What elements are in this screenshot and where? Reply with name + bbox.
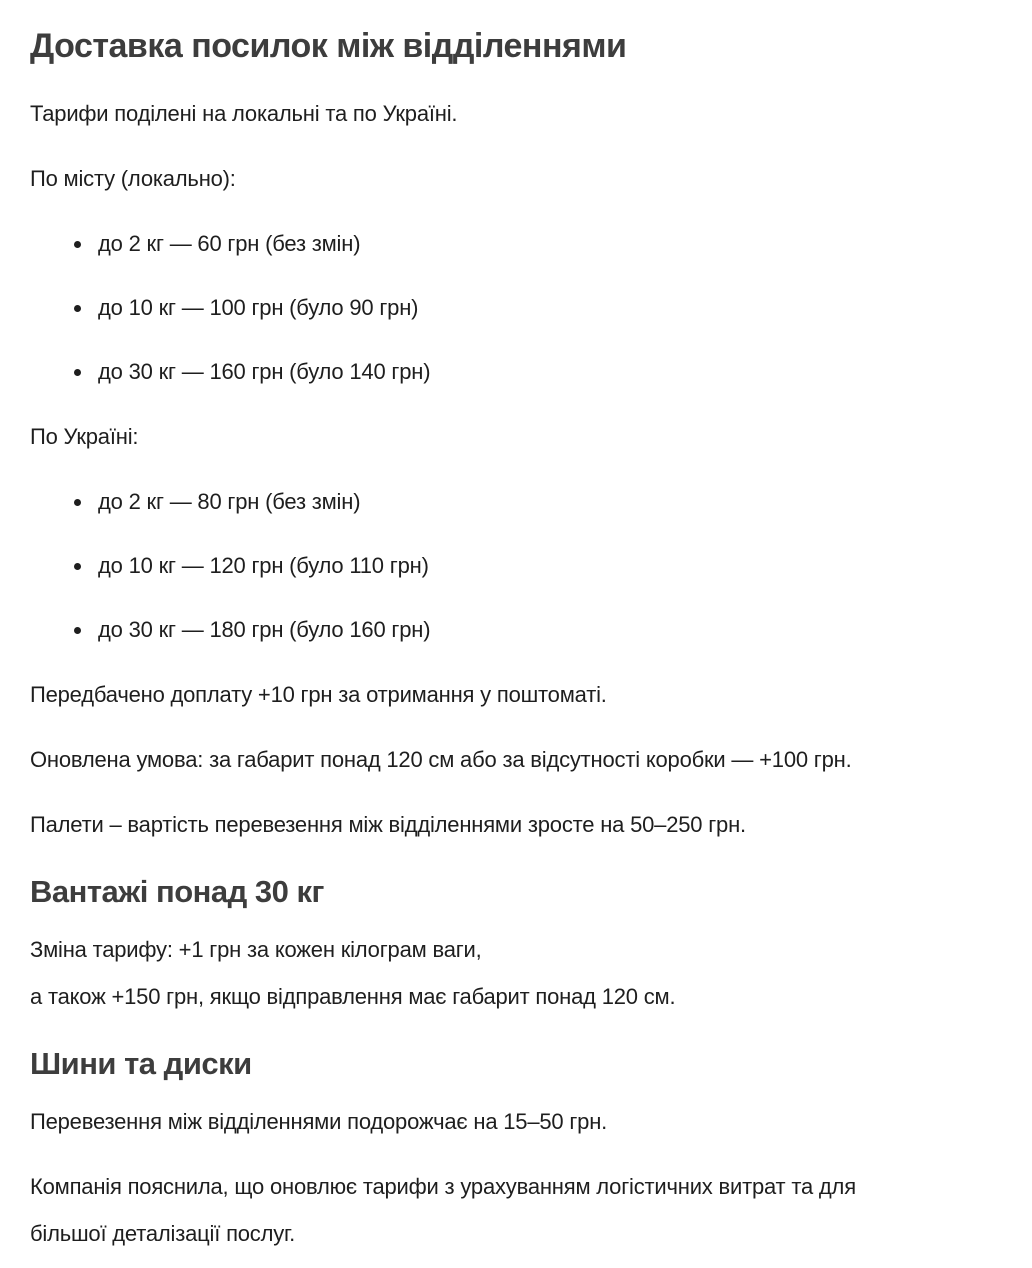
tariff-item: • до 2 кг — 60 грн (без змін) — [94, 220, 1002, 267]
heavy-cargo-paragraph — [30, 926, 1002, 1020]
page-title: Доставка посилок між відділеннями — [30, 27, 627, 65]
tariff-item: • до 30 кг — 180 грн (було 160 грн) — [94, 606, 1002, 653]
heavy-cargo-line-2: а також +150 грн, якщо відправлення має габарит понад 120 см. — [30, 984, 676, 1009]
tariff-item: • до 2 кг — 80 грн (без змін) — [94, 478, 1002, 525]
tariff-item: • до 30 кг — 160 грн (було 140 грн) — [94, 348, 1002, 395]
section-title-tires-discs: Шини та диски — [30, 1046, 252, 1081]
company-explanation-line-1: Компанія пояснила, що оновлює тарифи з урахуванням логістичних витрат та для — [30, 1174, 856, 1199]
tariff-item: • до 10 кг — 100 грн (було 90 грн) — [94, 284, 1002, 331]
local-tariffs-label: По місту (локально): — [30, 166, 236, 191]
tariff-item: • до 10 кг — 120 грн (було 110 грн) — [94, 542, 1002, 589]
postomat-surcharge-note: Передбачено доплату +10 грн за отримання у поштоматі. — [30, 682, 607, 707]
company-explanation-line-2: більшої деталізації послуг. — [30, 1221, 296, 1246]
heavy-cargo-line-1: Зміна тарифу: +1 грн за кожен кілограм ваги, — [30, 937, 482, 962]
ukraine-tariff-list — [30, 478, 1002, 653]
intro-paragraph: Тарифи поділені на локальні та по Україні. — [30, 101, 458, 126]
tires-price-note: Перевезення між відділеннями подорожчає на 15–50 грн. — [30, 1109, 608, 1134]
ukraine-tariffs-label: По Україні: — [30, 424, 139, 449]
section-title-heavy-cargo: Вантажі понад 30 кг — [30, 874, 324, 909]
oversize-surcharge-note: Оновлена умова: за габарит понад 120 см або за відсутності коробки — +100 грн. — [30, 747, 852, 772]
pallets-note: Палети – вартість перевезення між відділеннями зросте на 50–250 грн. — [30, 812, 746, 837]
company-explanation-paragraph — [30, 1163, 1002, 1257]
local-tariff-list — [30, 220, 1002, 395]
